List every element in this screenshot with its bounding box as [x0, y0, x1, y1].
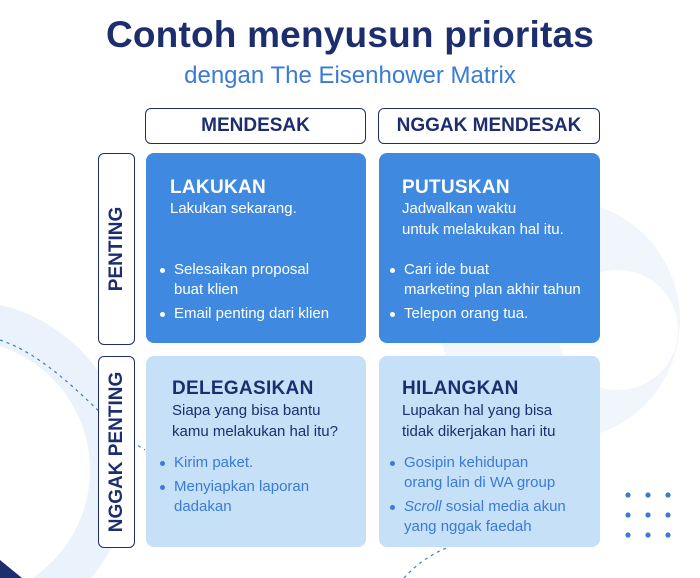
quadrant-delete-title: HILANGKAN	[402, 378, 519, 399]
list-item: Gosipin kehidupan orang lain di WA group	[390, 453, 600, 493]
quadrant-decide-title: PUTUSKAN	[402, 177, 510, 198]
column-header-not-urgent-label: NGGAK MENDESAK	[396, 115, 582, 136]
quadrant-decide-desc: Jadwalkan waktu untuk melakukan hal itu.	[402, 200, 564, 238]
list-item: Email penting dari klien	[160, 304, 360, 324]
list-item: Telepon orang tua.	[390, 304, 600, 324]
column-header-urgent	[145, 108, 366, 144]
row-header-important	[98, 153, 135, 345]
row-header-important-label: PENTING	[105, 206, 127, 292]
quadrant-decide	[379, 153, 600, 343]
row-header-not-important-label: NGGAK PENTING	[105, 371, 127, 533]
quadrant-delete-list	[390, 453, 600, 541]
row-header-not-important	[98, 356, 135, 548]
quadrant-delegate	[146, 356, 366, 547]
quadrant-do	[146, 153, 366, 343]
list-item: Menyiapkan laporan dadakan	[160, 477, 360, 517]
quadrant-do-title: LAKUKAN	[170, 177, 267, 198]
quadrant-delegate-list	[160, 453, 360, 521]
quadrant-delete	[379, 356, 600, 547]
list-item: Cari ide buat marketing plan akhir tahun	[390, 260, 600, 300]
quadrant-delete-desc: Lupakan hal yang bisa tidak dikerjakan hari itu	[402, 402, 556, 440]
column-header-not-urgent	[378, 108, 600, 144]
quadrant-do-desc: Lakukan sekarang.	[170, 200, 297, 217]
quadrant-delegate-title: DELEGASIKAN	[172, 378, 314, 399]
list-item: Selesaikan proposal buat klien	[160, 260, 360, 300]
page-title: Contoh menyusun prioritas	[105, 14, 595, 55]
list-item: Kirim paket.	[160, 453, 360, 473]
quadrant-decide-list	[390, 260, 600, 328]
quadrant-do-list	[160, 260, 360, 328]
list-item: Scroll sosial media akun yang nggak faedah	[390, 497, 600, 537]
column-header-urgent-label: MENDESAK	[201, 115, 310, 136]
quadrant-delegate-desc: Siapa yang bisa bantu kamu melakukan hal itu?	[172, 402, 338, 440]
page-subtitle: dengan The Eisenhower Matrix	[184, 62, 516, 89]
